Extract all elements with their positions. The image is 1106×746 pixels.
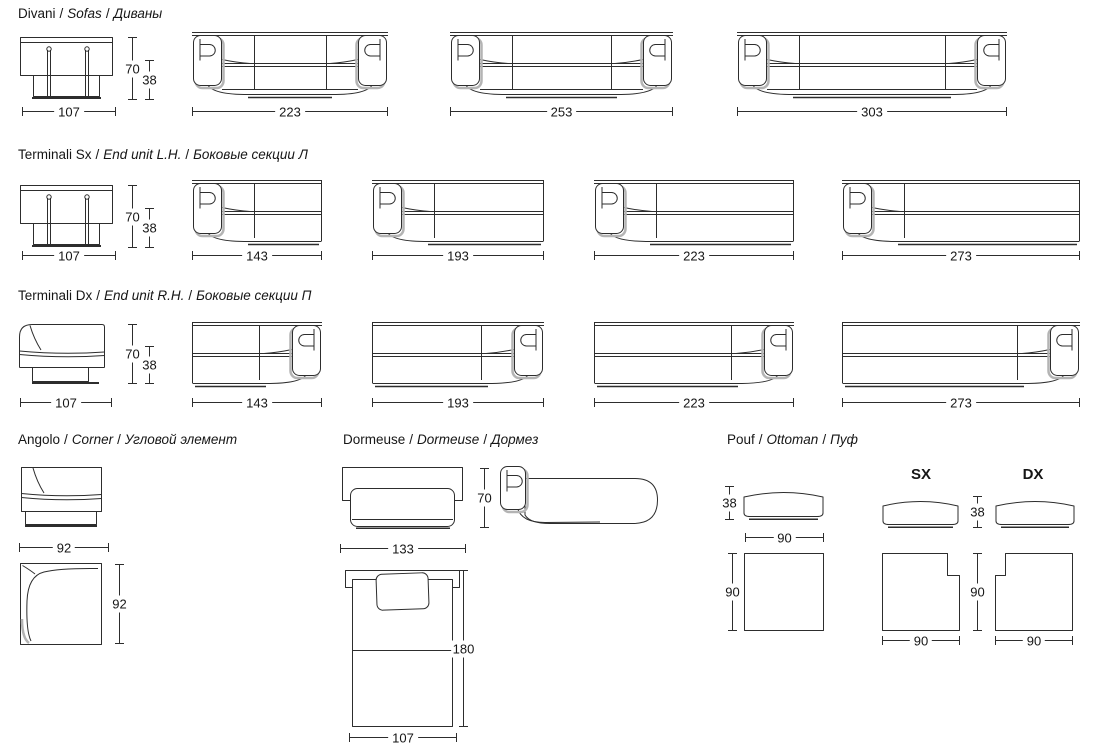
title-russian: Пуф (830, 432, 858, 447)
pouf-sx-label: SX (910, 466, 931, 483)
dim-pouf-dx-width (995, 633, 1073, 648)
title-separator: / (59, 6, 64, 21)
dim-pouf-width (745, 530, 824, 545)
title-russian: Угловой элемент (124, 432, 238, 447)
pouf-sx-front-view (882, 495, 959, 528)
title-italian: Dormeuse (343, 432, 406, 447)
dim-label: 70 (477, 490, 492, 506)
dim-label: 273 (946, 395, 976, 410)
title-separator: / (95, 147, 100, 162)
dim-label: 38 (722, 495, 737, 511)
dim-pouf-height (722, 486, 737, 520)
title-english: Ottoman (766, 432, 819, 447)
dim-label: 90 (910, 633, 932, 648)
dim-pouf-mid-height (970, 496, 985, 528)
dim-label: 193 (443, 395, 473, 410)
title-separator: / (185, 147, 190, 162)
dim-label: 107 (54, 104, 84, 119)
pouf-dx-top-view (995, 553, 1073, 631)
title-italian: Terminali Sx (18, 147, 92, 162)
title-separator: / (105, 6, 110, 21)
dim-label: 273 (946, 248, 976, 263)
dim-pouf-top-depth (725, 553, 740, 631)
dim-label: 107 (51, 395, 81, 410)
title-italian: Angolo (18, 432, 61, 447)
dim-label: 92 (53, 540, 75, 555)
dim-label: 107 (54, 248, 84, 263)
title-english: Sofas (67, 6, 102, 21)
dim-label: 90 (970, 584, 985, 600)
dim-label: 143 (242, 248, 272, 263)
dim-label: 38 (142, 220, 157, 236)
title-italian: Divani (18, 6, 56, 21)
pouf-top-view (744, 553, 824, 631)
title-separator: / (64, 432, 68, 447)
title-separator: / (117, 432, 121, 447)
dim-label: 133 (388, 541, 418, 556)
dim-label: 90 (1023, 633, 1045, 648)
title-italian: Terminali Dx (18, 288, 93, 303)
pouf-sx-top-view (882, 553, 960, 631)
dim-label: 90 (773, 530, 795, 545)
pouf-front-view (743, 486, 824, 520)
section-title-pouf (727, 432, 858, 447)
dim-label: 223 (679, 248, 709, 263)
title-russian: Диваны (113, 6, 163, 21)
title-separator: / (409, 432, 414, 447)
title-russian: Боковые секции П (196, 288, 312, 303)
title-english: Corner (71, 432, 114, 447)
title-russian: Дормез (491, 432, 539, 447)
dim-label: 193 (443, 248, 473, 263)
dim-pouf-mid-depth (970, 553, 985, 631)
title-russian: Боковые секции Л (193, 147, 308, 162)
dim-label: 180 (452, 641, 475, 656)
dim-label: 70 (125, 209, 140, 224)
pouf-dx-label: DX (1022, 466, 1044, 483)
dim-label: 253 (547, 104, 577, 119)
title-separator: / (822, 432, 827, 447)
title-english: Dormeuse (417, 432, 480, 447)
title-italian: Pouf (727, 432, 755, 447)
dim-label: 90 (725, 584, 740, 600)
dim-label: 38 (142, 72, 157, 88)
dim-label: 107 (388, 730, 418, 745)
dim-label: 70 (125, 346, 140, 362)
dim-label: 92 (112, 596, 127, 612)
title-english: End unit L.H. (103, 147, 182, 162)
title-separator: / (758, 432, 763, 447)
title-english: End unit R.H. (104, 288, 185, 303)
dim-label: 70 (125, 61, 140, 76)
title-separator: / (188, 288, 193, 303)
dim-label: 38 (970, 504, 985, 520)
dim-label: 223 (679, 395, 709, 410)
dim-label: 223 (275, 104, 305, 119)
title-separator: / (483, 432, 488, 447)
dim-label: 143 (242, 395, 272, 410)
pouf-dx-front-view (995, 495, 1075, 528)
dim-pouf-sx-width (882, 633, 960, 648)
dim-label: 38 (142, 357, 157, 373)
dim-label: 303 (857, 104, 887, 119)
title-separator: / (96, 288, 101, 303)
